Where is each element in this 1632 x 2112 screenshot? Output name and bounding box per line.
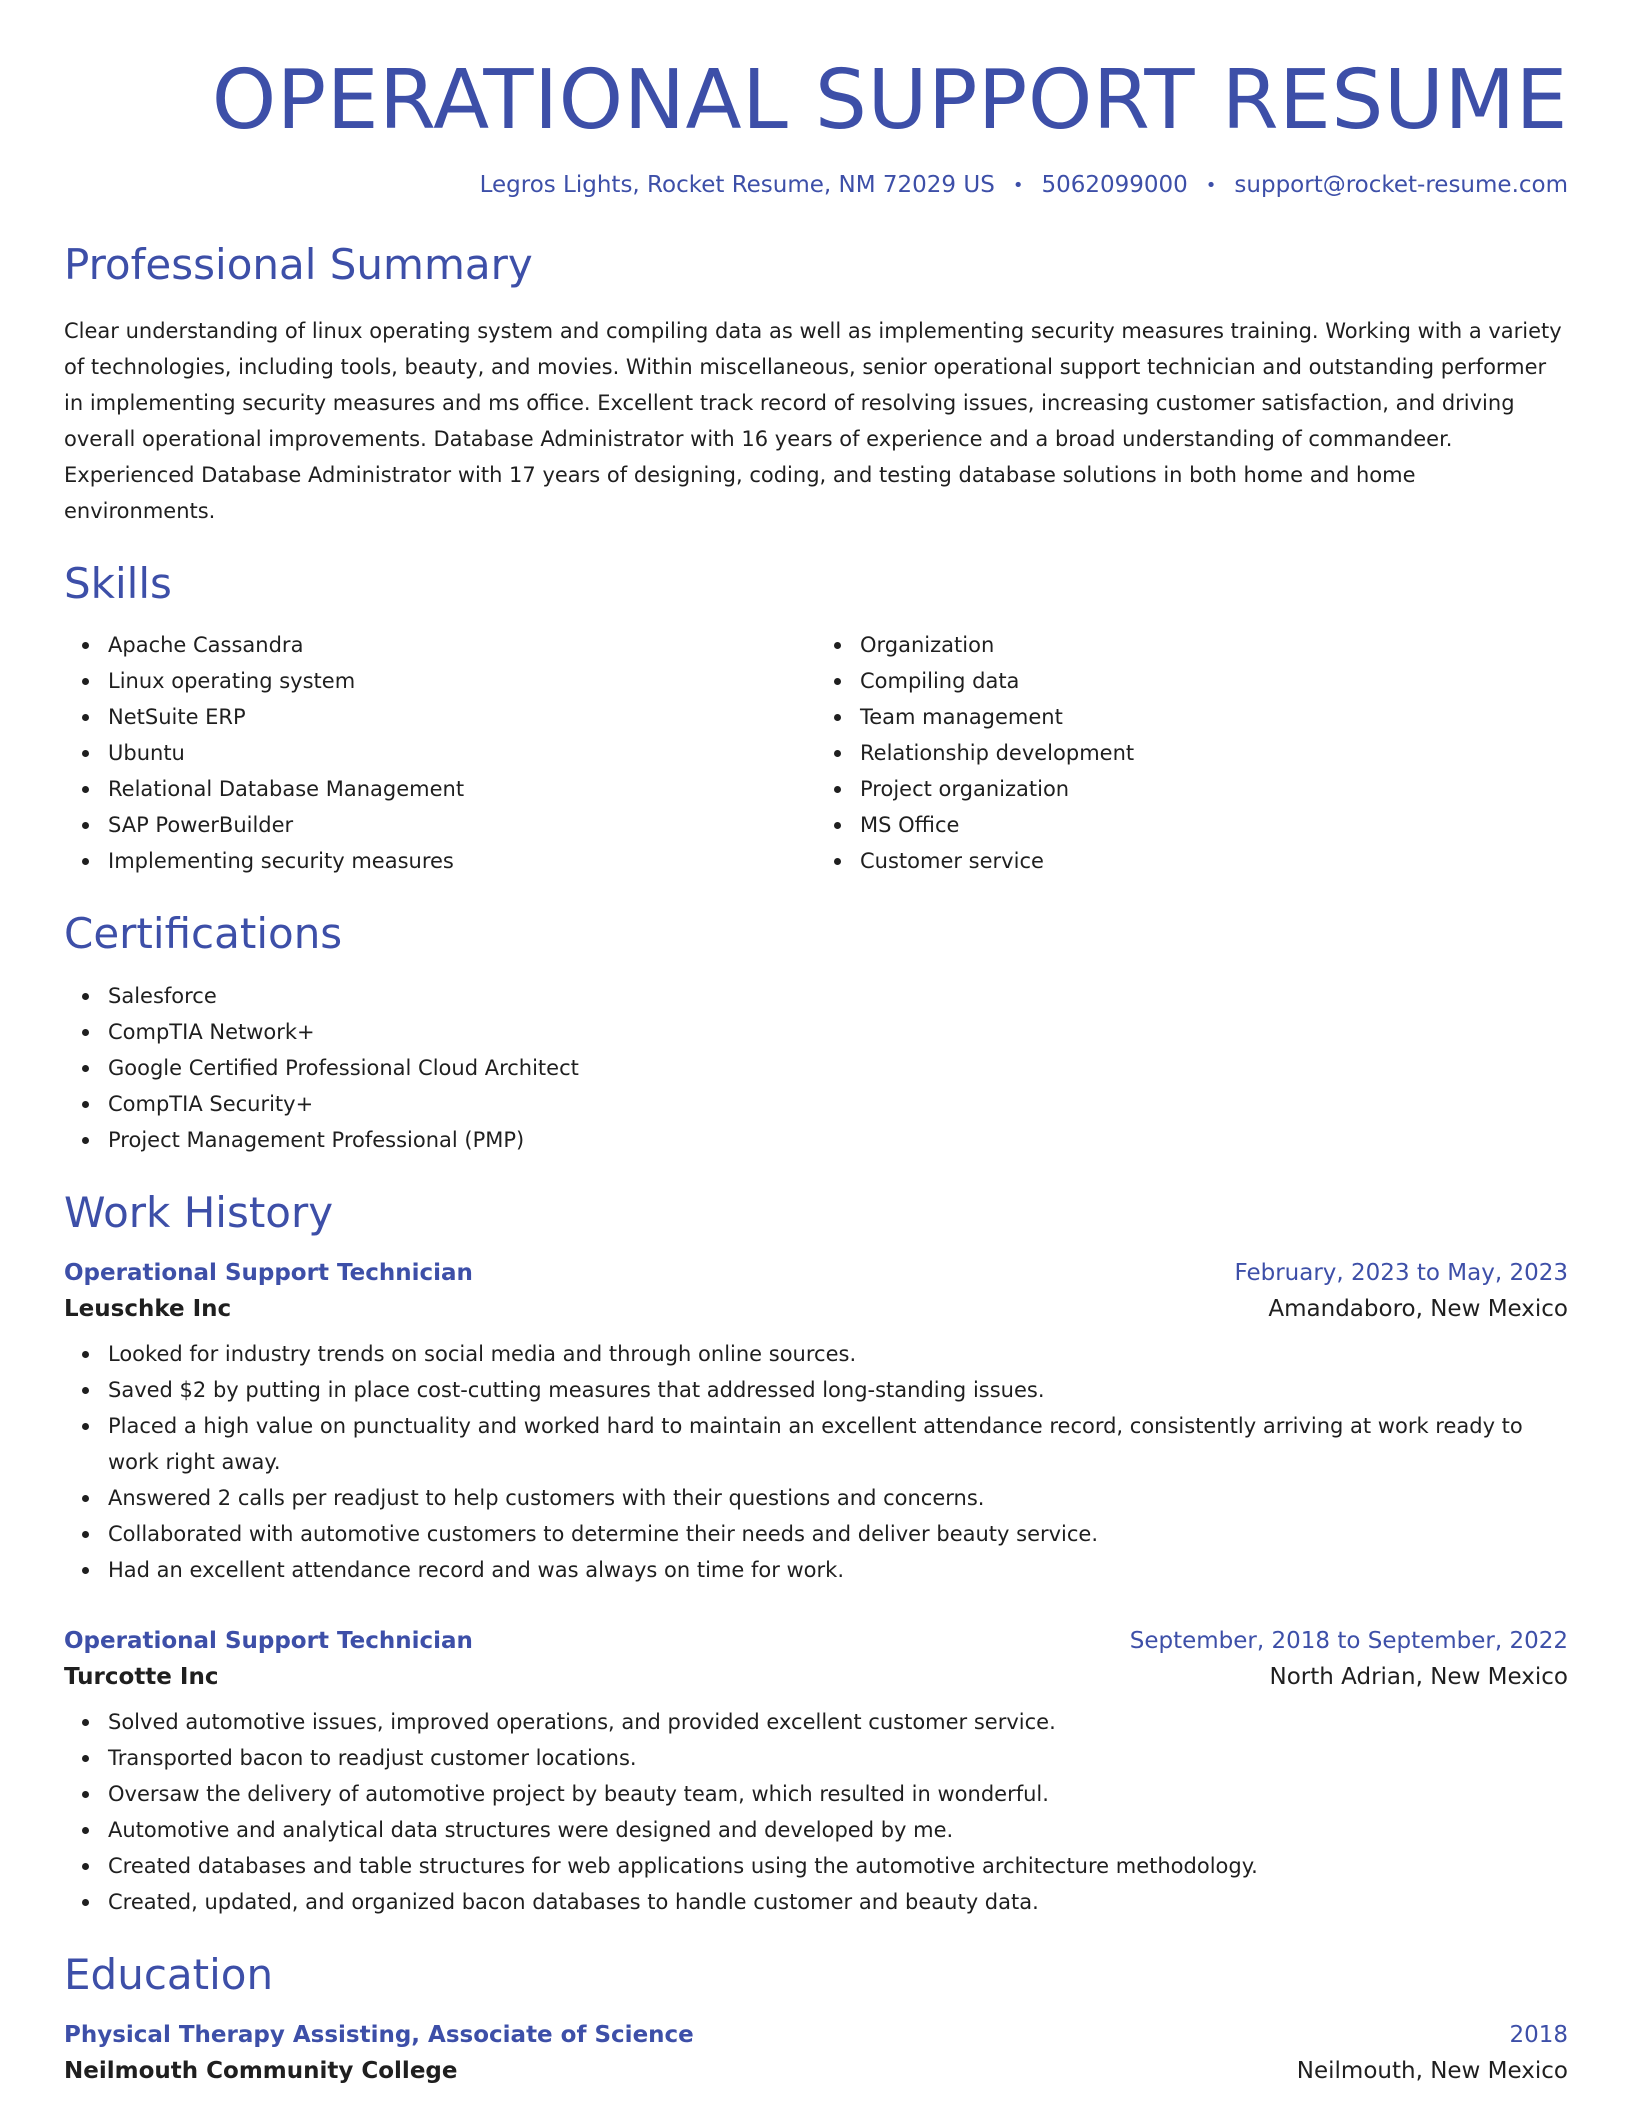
resume-title: OPERATIONAL SUPPORT RESUME (211, 53, 1568, 148)
skill-item: Relationship development (860, 735, 1568, 771)
job-bullet: Solved automotive issues, improved operations, and provided excellent customer service. (108, 1704, 1568, 1740)
certification-item: Salesforce (108, 978, 1568, 1014)
contact-line (64, 172, 1568, 198)
skill-item: NetSuite ERP (108, 699, 816, 735)
skills-list-right (816, 627, 1568, 879)
job-title: Operational Support Technician (64, 1259, 473, 1286)
job-entry (64, 1260, 1568, 1588)
skill-item: Compiling data (860, 663, 1568, 699)
summary-heading: Professional Summary (64, 240, 533, 290)
job-subheader (64, 1296, 1568, 1322)
education-degree: Physical Therapy Assisting, Associate of Science (64, 2022, 694, 2049)
skills-columns (64, 609, 1568, 879)
job-bullet: Transported bacon to readjust customer locations. (108, 1740, 1568, 1776)
skills-heading: Skills (64, 558, 172, 608)
skill-item: Organization (860, 627, 1568, 663)
skill-item: MS Office (860, 807, 1568, 843)
education-heading: Education (64, 1949, 274, 1999)
job-bullets (64, 1704, 1568, 1920)
education-year: 2018 (1509, 2022, 1568, 2049)
skill-item: Implementing security measures (108, 843, 816, 879)
certification-item: Google Certified Professional Cloud Architect (108, 1050, 1568, 1086)
job-header (64, 1260, 1568, 1286)
education-entry (64, 2022, 1568, 2084)
job-entry (64, 1628, 1568, 1920)
certification-item: Project Management Professional (PMP) (108, 1122, 1568, 1158)
education-section (64, 1950, 1568, 2084)
certification-item: CompTIA Network+ (108, 1014, 1568, 1050)
job-company: Leuschke Inc (64, 1295, 232, 1322)
education-header (64, 2022, 1568, 2048)
skill-item: Relational Database Management (108, 771, 816, 807)
certifications-heading: Certifications (64, 909, 343, 959)
skill-item: Project organization (860, 771, 1568, 807)
job-bullet: Saved $2 by putting in place cost-cutting measures that addressed long-standing issues. (108, 1372, 1568, 1408)
job-bullet: Answered 2 calls per readjust to help customers with their questions and concerns. (108, 1480, 1568, 1516)
job-company: Turcotte Inc (64, 1663, 219, 1690)
skill-item: Team management (860, 699, 1568, 735)
job-bullet: Created, updated, and organized bacon databases to handle customer and beauty data. (108, 1884, 1568, 1920)
certification-item: CompTIA Security+ (108, 1086, 1568, 1122)
contact-address: Legros Lights, Rocket Resume, NM 72029 US (479, 172, 995, 199)
job-subheader (64, 1664, 1568, 1690)
job-bullet: Collaborated with automotive customers to determine their needs and deliver beauty service. (108, 1516, 1568, 1552)
job-bullet: Oversaw the delivery of automotive project by beauty team, which resulted in wonderful. (108, 1776, 1568, 1812)
job-bullet: Created databases and table structures for web applications using the automotive architecture methodology. (108, 1848, 1568, 1884)
job-dates: September, 2018 to September, 2022 (1129, 1627, 1568, 1654)
job-bullet: Looked for industry trends on social media and through online sources. (108, 1336, 1568, 1372)
contact-phone: 5062099000 (1041, 172, 1188, 199)
skill-item: Ubuntu (108, 735, 816, 771)
summary-section (64, 240, 1568, 528)
job-title: Operational Support Technician (64, 1627, 473, 1654)
job-bullets (64, 1336, 1568, 1588)
certifications-section (64, 909, 1568, 1157)
skill-item: Customer service (860, 843, 1568, 879)
skill-item: Apache Cassandra (108, 627, 816, 663)
job-location: North Adrian, New Mexico (1269, 1663, 1568, 1690)
education-subheader (64, 2058, 1568, 2084)
skill-item: Linux operating system (108, 663, 816, 699)
summary-text: Clear understanding of linux operating system and compiling data as well as implementing security measures training. Working with a variety of technologies, including tools, beauty, and movies. Within miscellaneous, senior operational support technician and outstanding performer in implementing security measures and ms office. Excellent track record of resolving issues, increasing customer satisfaction, and driving overall operational improvements. Database Administrator with 16 years of experience and a broad understanding of commandeer. Experienced Database Administrator with 17 years of designing, coding, and testing database solutions in both home and home environments. (64, 318, 1562, 523)
contact-separator: • (1205, 174, 1217, 196)
work-history-section (64, 1188, 1568, 1920)
education-school: Neilmouth Community College (64, 2058, 458, 2085)
work-history-heading: Work History (64, 1187, 334, 1237)
skills-section (64, 559, 1568, 879)
job-bullet: Automotive and analytical data structures were designed and developed by me. (108, 1812, 1568, 1848)
contact-email: support@rocket-resume.com (1234, 172, 1568, 199)
skills-list-left (64, 627, 816, 879)
job-bullet: Placed a high value on punctuality and worked hard to maintain an excellent attendance record, consistently arriving at work ready to work right away. (108, 1408, 1568, 1480)
education-location: Neilmouth, New Mexico (1296, 2058, 1568, 2085)
job-location: Amandaboro, New Mexico (1268, 1295, 1568, 1322)
job-dates: February, 2023 to May, 2023 (1234, 1259, 1568, 1286)
contact-separator: • (1012, 174, 1024, 196)
job-bullet: Had an excellent attendance record and was always on time for work. (108, 1552, 1568, 1588)
skill-item: SAP PowerBuilder (108, 807, 816, 843)
job-header (64, 1628, 1568, 1654)
certifications-list (64, 978, 1568, 1158)
